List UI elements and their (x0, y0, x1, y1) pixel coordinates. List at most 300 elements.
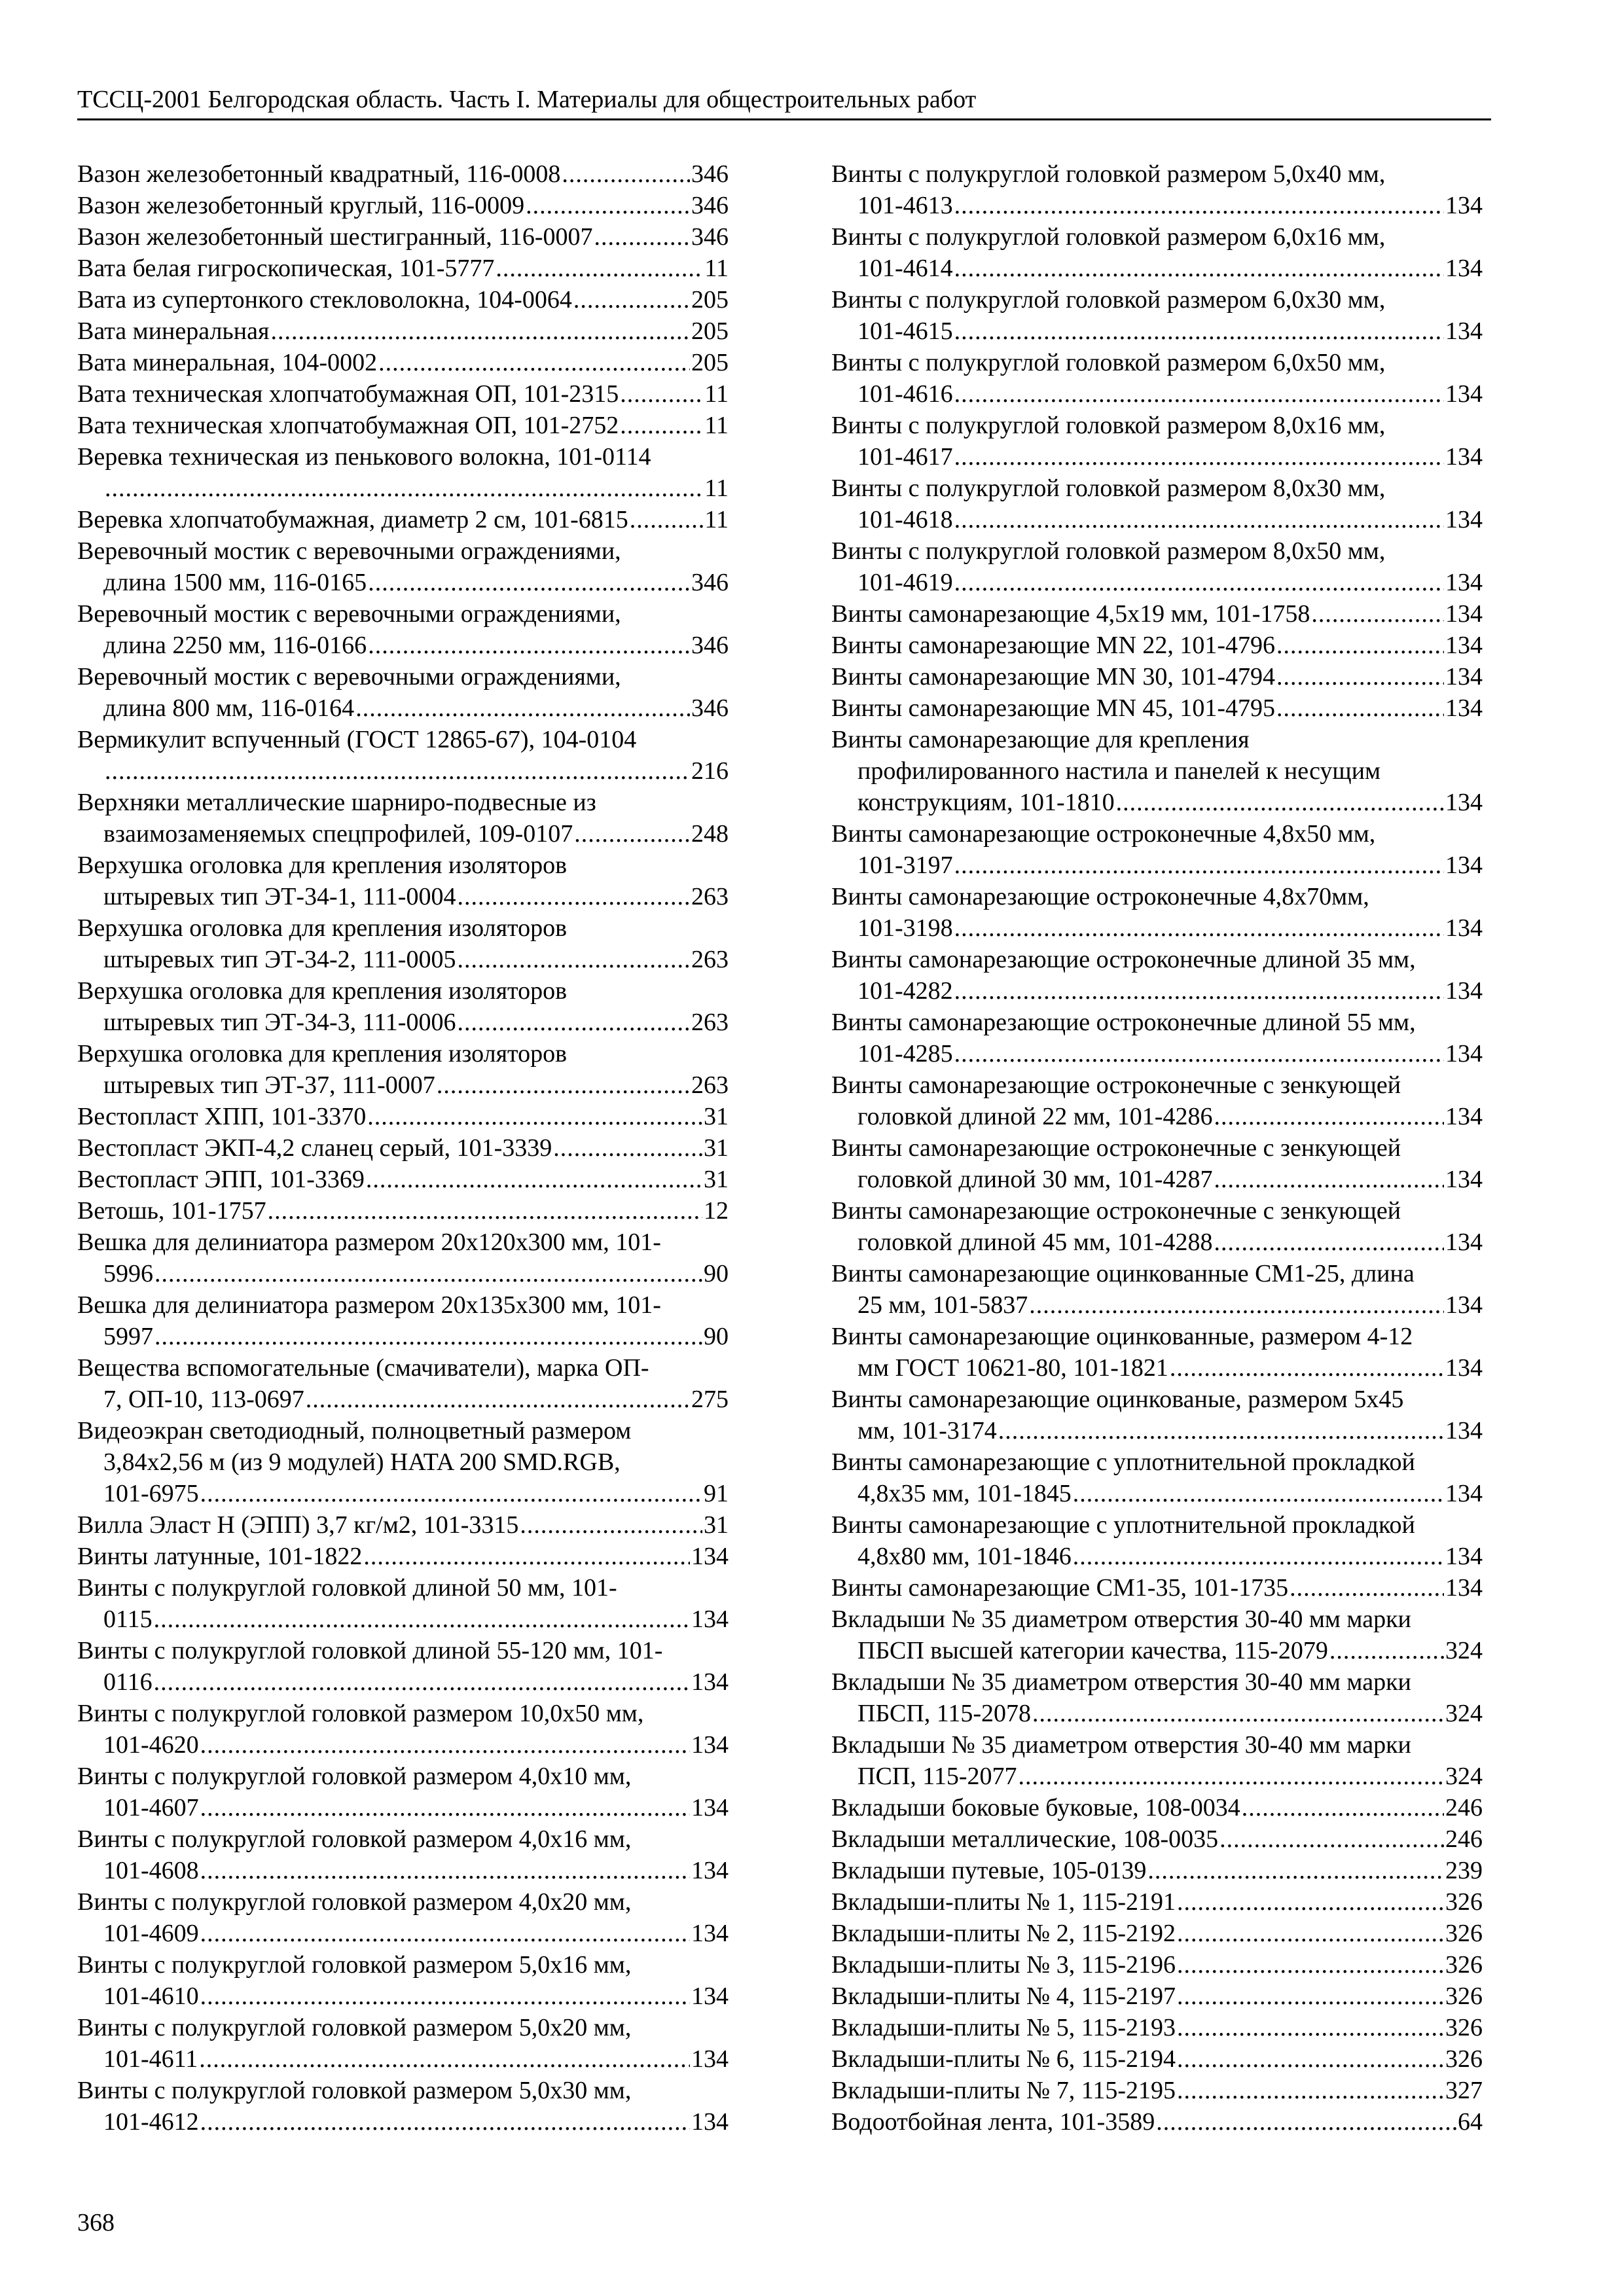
entry-text: Вата минеральная, 104-0002 (77, 349, 378, 376)
entry-text-line: Вермикулит вспученный (ГОСТ 12865-67), 104-0104 (77, 726, 637, 753)
entry-page-ref: 134 (691, 2108, 729, 2136)
entry-text: Вазон железобетонный круглый, 116-0009 (77, 192, 525, 219)
entry-page-ref: 324 (1445, 1637, 1483, 1664)
index-entry (77, 1164, 729, 1195)
dot-leader (630, 504, 704, 535)
entry-last-line (77, 1666, 729, 1698)
index-entry (77, 535, 729, 598)
dot-leader (1177, 2075, 1444, 2106)
entry-text: 0116 (103, 1668, 153, 1696)
entry-page-ref: 11 (704, 475, 729, 502)
index-entry (831, 630, 1483, 661)
entry-text-line: Вещества вспомогательные (смачиватели), марка ОП- (77, 1354, 649, 1382)
entry-last-line (831, 504, 1483, 535)
index-entry (831, 1384, 1483, 1446)
entry-page-ref: 134 (691, 1731, 729, 1759)
entry-page-ref: 246 (1445, 1794, 1483, 1821)
dot-leader (1116, 787, 1444, 818)
dot-leader (457, 881, 690, 912)
entry-page-ref: 31 (704, 1103, 729, 1130)
entry-text-line: Винты с полукруглой головкой размером 6,0x50 мм, (831, 349, 1386, 376)
index-entry (831, 1258, 1483, 1321)
dot-leader (553, 1132, 702, 1164)
entry-page-ref: 134 (1445, 1480, 1483, 1507)
entry-text: мм, 101-3174 (857, 1417, 997, 1444)
entry-last-line (77, 347, 729, 378)
entry-text: Вкладыши-плиты № 3, 115-2196 (831, 1951, 1176, 1979)
entry-page-ref: 31 (704, 1511, 729, 1539)
entry-text: ПБСП, 115-2078 (857, 1700, 1032, 1727)
entry-page-ref: 324 (1445, 1763, 1483, 1790)
entry-text: 101-4614 (857, 255, 953, 282)
index-entry (77, 347, 729, 378)
dot-leader (1214, 1101, 1444, 1132)
entry-text: длина 1500 мм, 116-0165 (103, 569, 367, 596)
entry-last-line (77, 881, 729, 912)
dot-leader (1029, 1289, 1444, 1321)
entry-text-line: Веревочный мостик с веревочными ограждениями, (77, 600, 621, 628)
entry-last-line (831, 692, 1483, 724)
entry-text: длина 2250 мм, 116-0166 (103, 632, 367, 659)
entry-text: Винты самонарезающие MN 30, 101-4794 (831, 663, 1276, 691)
dot-leader (954, 975, 1444, 1007)
entry-text: Винты самонарезающие СМ1-35, 101-1735 (831, 1574, 1289, 1602)
entry-page-ref: 11 (704, 506, 729, 533)
entry-text: Вата техническая хлопчатобумажная ОП, 101-2752 (77, 412, 619, 439)
entry-page-ref: 11 (704, 255, 729, 282)
dot-leader (1018, 1761, 1444, 1792)
entry-page-ref: 134 (691, 1794, 729, 1821)
entry-text: длина 800 мм, 116-0164 (103, 694, 355, 722)
index-entry (77, 378, 729, 410)
entry-page-ref: 239 (1445, 1857, 1483, 1884)
entry-text-line: Винты с полукруглой головкой размером 8,0x16 мм, (831, 412, 1386, 439)
entry-last-line (831, 1415, 1483, 1446)
dot-leader (954, 315, 1444, 347)
dot-leader (594, 221, 691, 253)
index-entry (77, 1227, 729, 1289)
entry-text: Вата минеральная (77, 317, 270, 345)
index-entry (77, 441, 729, 504)
entry-last-line (831, 1949, 1483, 1981)
index-entry (831, 1132, 1483, 1195)
dot-leader (526, 190, 690, 221)
entry-last-line (831, 1918, 1483, 1949)
entry-text: 4,8x35 мм, 101-1845 (857, 1480, 1072, 1507)
entry-text-line: Винты с полукруглой головкой длиной 55-120 мм, 101- (77, 1637, 663, 1664)
index-entry (77, 1761, 729, 1823)
entry-text-line: Винты самонарезающие остроконечные с зенкующей (831, 1134, 1401, 1162)
index-entry (831, 1604, 1483, 1666)
dot-leader (1177, 2043, 1444, 2075)
dot-leader (1073, 1478, 1444, 1509)
entry-page-ref: 134 (1445, 852, 1483, 879)
entry-text: Вкладыши-плиты № 6, 115-2194 (831, 2045, 1176, 2073)
entry-last-line (77, 692, 729, 724)
page-number: 368 (77, 2209, 115, 2236)
entry-text: 7, ОП-10, 113-0697 (103, 1386, 304, 1413)
entry-page-ref: 11 (704, 380, 729, 408)
index-entry (77, 2075, 729, 2138)
index-entry (77, 1101, 729, 1132)
dot-leader (378, 347, 690, 378)
entry-last-line (77, 1007, 729, 1038)
dot-leader (1242, 1792, 1444, 1823)
entry-text-line: Вешка для делиниатора размером 20x120x300 мм, 101- (77, 1229, 661, 1256)
entry-last-line (831, 1823, 1483, 1855)
entry-last-line (831, 441, 1483, 473)
entry-page-ref: 134 (691, 1605, 729, 1633)
dot-leader (954, 912, 1444, 944)
index-entry (77, 912, 729, 975)
entry-page-ref: 12 (704, 1197, 729, 1225)
entry-last-line (831, 1761, 1483, 1792)
entry-last-line (77, 1981, 729, 2012)
entry-last-line (77, 1478, 729, 1509)
dot-leader (368, 630, 690, 661)
index-entry (77, 1415, 729, 1509)
entry-last-line (831, 1541, 1483, 1572)
dot-leader (573, 284, 690, 315)
index-entry (831, 881, 1483, 944)
entry-page-ref: 326 (1445, 1888, 1483, 1916)
entry-page-ref: 248 (691, 820, 729, 848)
entry-text: 101-4611 (103, 2045, 198, 2073)
index-entry (831, 1509, 1483, 1572)
entry-text: ПБСП высшей категории качества, 115-2079 (857, 1637, 1328, 1664)
entry-text-line: Верхушка оголовка для крепления изоляторов (77, 852, 568, 879)
entry-text: Веревка хлопчатобумажная, диаметр 2 см, 101-6815 (77, 506, 628, 533)
entry-page-ref: 134 (1445, 1543, 1483, 1570)
entry-text: конструкциям, 101-1810 (857, 789, 1115, 816)
index-entry (831, 1981, 1483, 2012)
entry-text: штыревых тип ЭТ-37, 111-0007 (103, 1071, 435, 1099)
entry-last-line (831, 787, 1483, 818)
entry-text: ПСП, 115-2077 (857, 1763, 1017, 1790)
index-entry (831, 1886, 1483, 1918)
dot-leader (199, 2043, 690, 2075)
entry-text-line: Винты самонарезающие остроконечные длиной 55 мм, (831, 1009, 1416, 1036)
entry-page-ref: 275 (691, 1386, 729, 1413)
entry-page-ref: 324 (1445, 1700, 1483, 1727)
entry-text-line: Винты с полукруглой головкой размером 8,0x30 мм, (831, 475, 1386, 502)
entry-text: 101-4282 (857, 977, 953, 1005)
entry-text-line: Вкладыши № 35 диаметром отверстия 30-40 мм марки (831, 1668, 1411, 1696)
entry-text: 101-4609 (103, 1920, 199, 1947)
entry-page-ref: 327 (1445, 2077, 1483, 2104)
entry-last-line (831, 1352, 1483, 1384)
entry-last-line (77, 1384, 729, 1415)
entry-text-line: Винты с полукруглой головкой размером 4,0x16 мм, (77, 1825, 632, 1853)
entry-last-line (831, 2012, 1483, 2043)
entry-last-line (77, 1195, 729, 1227)
entry-page-ref: 134 (1445, 1103, 1483, 1130)
entry-last-line (831, 912, 1483, 944)
entry-page-ref: 91 (704, 1480, 729, 1507)
index-entry (831, 2043, 1483, 2075)
dot-leader (574, 818, 690, 850)
entry-page-ref: 134 (691, 1920, 729, 1947)
index-entry (831, 818, 1483, 881)
index-entry (77, 661, 729, 724)
index-entry (831, 2106, 1483, 2138)
index-entry (77, 1038, 729, 1101)
entry-text-line: Веревочный мостик с веревочными ограждениями, (77, 537, 621, 565)
entry-last-line (831, 975, 1483, 1007)
entry-last-line (77, 1855, 729, 1886)
entry-last-line (77, 315, 729, 347)
entry-last-line (831, 1855, 1483, 1886)
dot-leader (367, 1101, 702, 1132)
entry-page-ref: 134 (1445, 255, 1483, 282)
index-entry (77, 190, 729, 221)
dot-leader (200, 2106, 690, 2138)
entry-last-line (831, 2106, 1483, 2138)
entry-text: Вкладыши путевые, 105-0139 (831, 1857, 1147, 1884)
index-entry (831, 535, 1483, 598)
index-entry (77, 1352, 729, 1415)
entry-page-ref: 11 (704, 412, 729, 439)
index-entry (77, 724, 729, 787)
dot-leader (998, 1415, 1444, 1446)
entry-text: Вата белая гигроскопическая, 101-5777 (77, 255, 495, 282)
index-entry (831, 1572, 1483, 1604)
entry-page-ref: 134 (691, 2045, 729, 2073)
index-entry (831, 221, 1483, 284)
entry-last-line (831, 850, 1483, 881)
entry-text: 101-4612 (103, 2108, 199, 2136)
entry-text: 101-4610 (103, 1982, 199, 2010)
entry-text: мм ГОСТ 10621-80, 101-1821 (857, 1354, 1168, 1382)
dot-leader (306, 1384, 690, 1415)
dot-leader (457, 1007, 690, 1038)
dot-leader (1170, 1352, 1444, 1384)
entry-text: 0115 (103, 1605, 153, 1633)
index-entry (77, 1509, 729, 1541)
entry-last-line (77, 1132, 729, 1164)
index-entry (831, 1729, 1483, 1792)
entry-text: Вестопласт ЭПП, 101-3369 (77, 1166, 365, 1193)
entry-last-line (77, 1509, 729, 1541)
entry-text-line: Вкладыши № 35 диаметром отверстия 30-40 мм марки (831, 1605, 1411, 1633)
dot-leader (437, 1069, 690, 1101)
entry-text-line: Винты с полукруглой головкой размером 8,0x50 мм, (831, 537, 1386, 565)
entry-text-line: Винты с полукруглой головкой длиной 50 мм, 101- (77, 1574, 617, 1602)
entry-last-line (831, 253, 1483, 284)
dot-leader (200, 1792, 690, 1823)
dot-leader (105, 473, 703, 504)
entry-text: штыревых тип ЭТ-34-3, 111-0006 (103, 1009, 456, 1036)
entry-text: Вилла Эласт Н (ЭПП) 3,7 кг/м2, 101-3315 (77, 1511, 519, 1539)
entry-text-line: Верхушка оголовка для крепления изоляторов (77, 1040, 568, 1067)
dot-leader (1032, 1698, 1444, 1729)
entry-text: 5997 (103, 1323, 153, 1350)
entry-last-line (77, 473, 729, 504)
dot-leader (1219, 1823, 1444, 1855)
entry-page-ref: 134 (691, 1668, 729, 1696)
dot-leader (562, 158, 690, 190)
entry-text-line: Верхушка оголовка для крепления изоляторов (77, 914, 568, 942)
entry-page-ref: 134 (1445, 914, 1483, 942)
entry-last-line (831, 1572, 1483, 1604)
entry-last-line (831, 2075, 1483, 2106)
index-entry (77, 598, 729, 661)
entry-text: 4,8x80 мм, 101-1846 (857, 1543, 1072, 1570)
index-entry (831, 284, 1483, 347)
entry-text: 101-4620 (103, 1731, 199, 1759)
entry-text-line: Винты с полукруглой головкой размером 5,0x16 мм, (77, 1951, 632, 1979)
entry-last-line (77, 944, 729, 975)
index-entry (831, 944, 1483, 1007)
dot-leader (954, 190, 1444, 221)
entry-page-ref: 134 (1445, 1417, 1483, 1444)
entry-text: Винты латунные, 101-1822 (77, 1543, 363, 1570)
entry-last-line (831, 567, 1483, 598)
index-entry (77, 1195, 729, 1227)
entry-page-ref: 134 (1445, 663, 1483, 691)
dot-leader (200, 1729, 690, 1761)
dot-leader (154, 1321, 702, 1352)
entry-text-line: Верхняки металлические шарниро-подвесные из (77, 789, 596, 816)
index-entry (77, 1635, 729, 1698)
index-entry (77, 787, 729, 850)
index-entry (77, 158, 729, 190)
index-entry (831, 473, 1483, 535)
index-column-left (77, 158, 729, 2138)
dot-leader (363, 1541, 690, 1572)
index-entry (831, 1949, 1483, 1981)
entry-page-ref: 134 (1445, 1040, 1483, 1067)
index-entry (77, 221, 729, 253)
entry-last-line (77, 158, 729, 190)
entry-text: 25 мм, 101-5837 (857, 1291, 1028, 1319)
dot-leader (1276, 692, 1444, 724)
entry-last-line (77, 1258, 729, 1289)
index-entry (831, 1855, 1483, 1886)
entry-page-ref: 90 (704, 1323, 729, 1350)
index-entry (831, 1195, 1483, 1258)
entry-page-ref: 90 (704, 1260, 729, 1287)
dot-leader (954, 850, 1444, 881)
entry-text: 101-4615 (857, 317, 953, 345)
entry-text: Винты самонарезающие 4,5x19 мм, 101-1758 (831, 600, 1310, 628)
entry-page-ref: 216 (691, 757, 729, 785)
dot-leader (954, 378, 1444, 410)
dot-leader (200, 1918, 690, 1949)
entry-text: 101-4608 (103, 1857, 199, 1884)
entry-text: Вестопласт ХПП, 101-3370 (77, 1103, 367, 1130)
entry-text: Вата из супертонкого стекловолокна, 104-0064 (77, 286, 572, 314)
index-entry (77, 410, 729, 441)
dot-leader (1156, 2106, 1456, 2138)
entry-last-line (831, 1101, 1483, 1132)
index-entry (77, 504, 729, 535)
index-entry (831, 158, 1483, 221)
entry-text: Вкладыши-плиты № 5, 115-2193 (831, 2014, 1176, 2041)
entry-last-line (77, 630, 729, 661)
entry-text-line: Винты с полукруглой головкой размером 5,0x30 мм, (77, 2077, 632, 2104)
entry-page-ref: 31 (704, 1134, 729, 1162)
entry-last-line (77, 504, 729, 535)
entry-text: 101-4613 (857, 192, 953, 219)
entry-page-ref: 134 (691, 1982, 729, 2010)
entry-page-ref: 134 (1445, 632, 1483, 659)
entry-text: Вкладыши металлические, 108-0035 (831, 1825, 1219, 1853)
entry-page-ref: 134 (1445, 506, 1483, 533)
entry-text-line: Винты самонарезающие остроконечные длиной 35 мм, (831, 946, 1416, 973)
dot-leader (954, 567, 1444, 598)
entry-text: 101-4285 (857, 1040, 953, 1067)
entry-last-line (77, 1918, 729, 1949)
entry-page-ref: 31 (704, 1166, 729, 1193)
dot-leader (1329, 1635, 1444, 1666)
entry-text-line: 3,84x2,56 м (из 9 модулей) HATA 200 SMD.RGB, (103, 1448, 621, 1476)
entry-page-ref: 134 (1445, 317, 1483, 345)
entry-last-line (831, 630, 1483, 661)
entry-text: 101-4618 (857, 506, 953, 533)
entry-page-ref: 134 (1445, 1354, 1483, 1382)
index-entry (831, 1446, 1483, 1509)
index-entry (831, 2075, 1483, 2106)
entry-text-line: Винты самонарезающие остроконечные 4,8x50 мм, (831, 820, 1376, 848)
dot-leader (154, 1604, 690, 1635)
index-entry (77, 1698, 729, 1761)
entry-text-line: Винты с полукруглой головкой размером 4,0x10 мм, (77, 1763, 632, 1790)
entry-text-line: Веревка техническая из пенькового волокна, 101-0114 (77, 443, 651, 471)
entry-page-ref: 134 (1445, 1291, 1483, 1319)
entry-last-line (77, 410, 729, 441)
entry-page-ref: 134 (1445, 789, 1483, 816)
entry-page-ref: 246 (1445, 1825, 1483, 1853)
dot-leader (1177, 2012, 1444, 2043)
entry-last-line (77, 1101, 729, 1132)
entry-last-line (831, 598, 1483, 630)
dot-leader (620, 410, 703, 441)
index-column-right (831, 158, 1483, 2138)
entry-page-ref: 205 (691, 286, 729, 314)
index-entry (831, 1666, 1483, 1729)
entry-text-line: Винты самонарезающие оцинкованные, размером 4-12 (831, 1323, 1413, 1350)
dot-leader (105, 755, 690, 787)
entry-text: 5996 (103, 1260, 153, 1287)
entry-text: головкой длиной 22 мм, 101-4286 (857, 1103, 1213, 1130)
entry-last-line (831, 190, 1483, 221)
dot-leader (268, 1195, 702, 1227)
index-entry (77, 1289, 729, 1352)
entry-last-line (831, 1635, 1483, 1666)
entry-page-ref: 134 (1445, 1229, 1483, 1256)
entry-page-ref: 346 (691, 632, 729, 659)
entry-last-line (831, 1792, 1483, 1823)
entry-page-ref: 326 (1445, 1982, 1483, 2010)
entry-page-ref: 134 (1445, 380, 1483, 408)
dot-leader (954, 504, 1444, 535)
running-header: ТССЦ-2001 Белгородская область. Часть I. Материалы для общестроительных работ (77, 86, 977, 113)
entry-last-line (831, 1227, 1483, 1258)
entry-page-ref: 346 (691, 569, 729, 596)
entry-last-line (831, 1164, 1483, 1195)
entry-text-line: Винты самонарезающие для крепления (831, 726, 1250, 753)
entry-text: штыревых тип ЭТ-34-2, 111-0005 (103, 946, 456, 973)
dot-leader (954, 253, 1444, 284)
entry-last-line (831, 2043, 1483, 2075)
entry-text: Вкладыши-плиты № 7, 115-2195 (831, 2077, 1176, 2104)
entry-page-ref: 134 (1445, 569, 1483, 596)
entry-page-ref: 134 (1445, 1574, 1483, 1602)
entry-text: 101-4617 (857, 443, 953, 471)
entry-text-line: Винты с полукруглой головкой размером 10,0x50 мм, (77, 1700, 644, 1727)
entry-text-line: Винты самонарезающие остроконечные с зенкующей (831, 1071, 1401, 1099)
